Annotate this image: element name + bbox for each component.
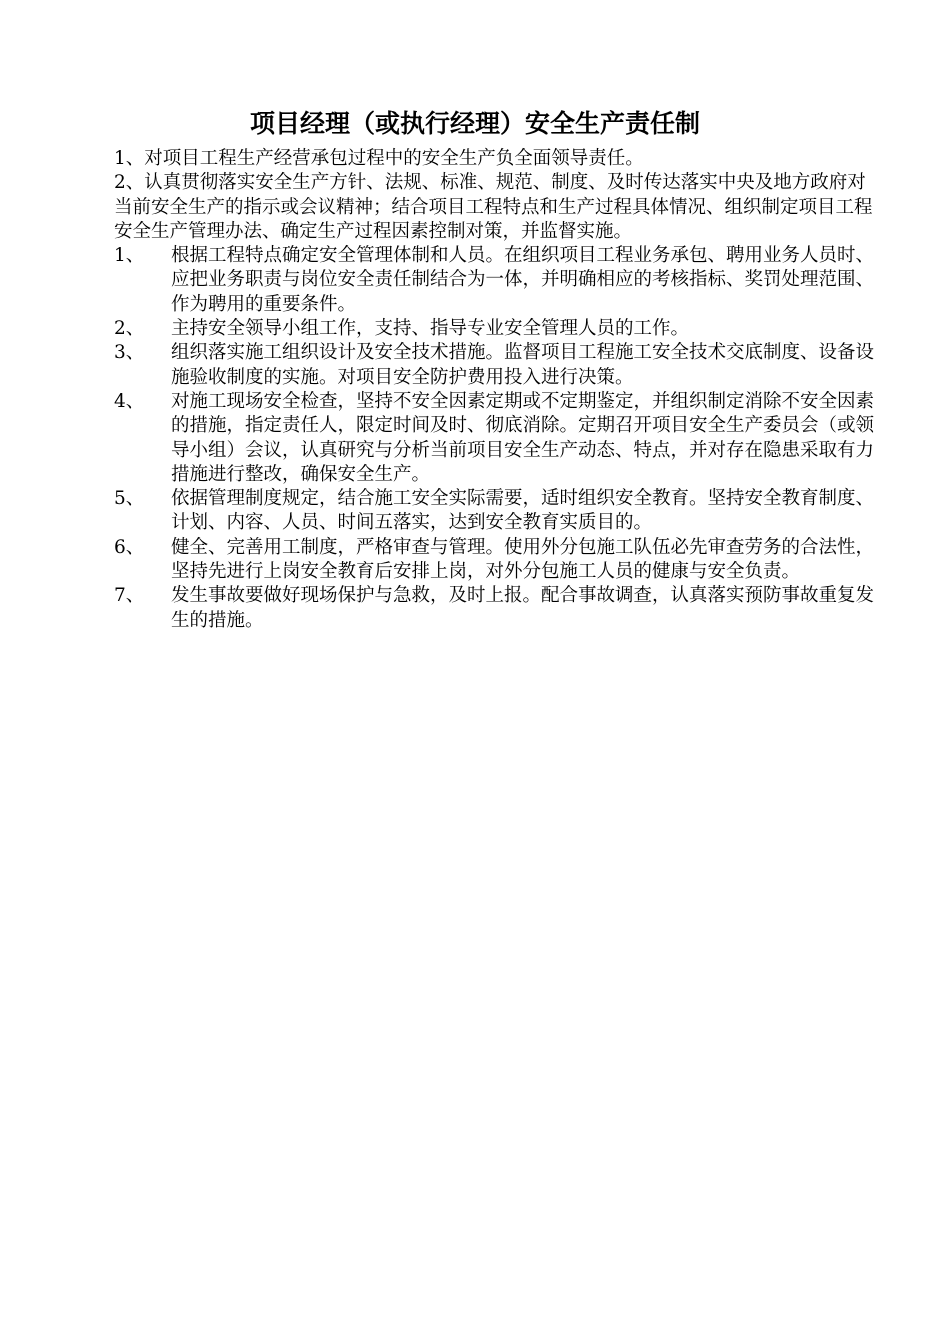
list-item-text: 主持安全领导小组工作，支持、指导专业安全管理人员的工作。 — [171, 318, 690, 340]
list-item — [114, 536, 874, 585]
list-item-text: 组织落实施工组织设计及安全技术措施。监督项目工程施工安全技术交底制度、设备设施验收制度的实施。对项目安全防护费用投入进行决策。 — [171, 342, 875, 388]
paragraph-1: 1、对项目工程生产经营承包过程中的安全生产负全面领导责任。 — [114, 148, 644, 169]
list-item — [114, 244, 874, 317]
list-item — [114, 341, 874, 390]
list-item-number: 2、 — [114, 318, 145, 340]
document-body — [114, 147, 874, 633]
list-item-number: 4、 — [114, 390, 145, 412]
responsibility-list — [114, 244, 874, 633]
list-item-text: 依据管理制度规定，结合施工安全实际需要，适时组织安全教育。坚持安全教育制度、计划、内容、人员、时间五落实，达到安全教育实质目的。 — [171, 488, 875, 534]
document-title: 项目经理（或执行经理）安全生产责任制 — [249, 109, 700, 138]
list-item-number: 3、 — [114, 342, 145, 364]
list-item — [114, 584, 874, 633]
paragraph-2: 2、认真贯彻落实安全生产方针、法规、标准、规范、制度、及时传达落实中央及地方政府对当前安全生产的指示或会议精神；结合项目工程特点和生产过程具体情况、组织制定项目工程安全生产管理办法、确定生产过程因素控制对策，并监督实施。 — [114, 172, 873, 242]
list-item — [114, 317, 874, 341]
list-item-text: 根据工程特点确定安全管理体制和人员。在组织项目工程业务承包、聘用业务人员时、应把业务职责与岗位安全责任制结合为一体，并明确相应的考核指标、奖罚处理范围、作为聘用的重要条件。 — [171, 245, 875, 315]
list-item-number: 7、 — [114, 585, 145, 607]
list-item — [114, 390, 874, 487]
list-item-number: 5、 — [114, 488, 145, 510]
list-item-text: 健全、完善用工制度，严格审查与管理。使用外分包施工队伍必先审查劳务的合法性，坚持先进行上岗安全教育后安排上岗，对外分包施工人员的健康与安全负责。 — [171, 536, 875, 583]
list-item-text: 发生事故要做好现场保护与急救，及时上报。配合事故调查，认真落实预防事故重复发生的措施。 — [171, 585, 875, 631]
list-item-text: 对施工现场安全检查，坚持不安全因素定期或不定期鉴定，并组织制定消除不安全因素的措施，指定责任人，限定时间及时、彻底消除。定期召开项目安全生产委员会（或领导小组）会议，认真研究与分析当前项目安全生产动态、特点，并对存在隐患采取有力措施进行整改，确保安全生产。 — [171, 390, 875, 485]
list-item-number: 6、 — [114, 536, 145, 558]
list-item-number: 1、 — [114, 245, 145, 267]
list-item — [114, 487, 874, 536]
